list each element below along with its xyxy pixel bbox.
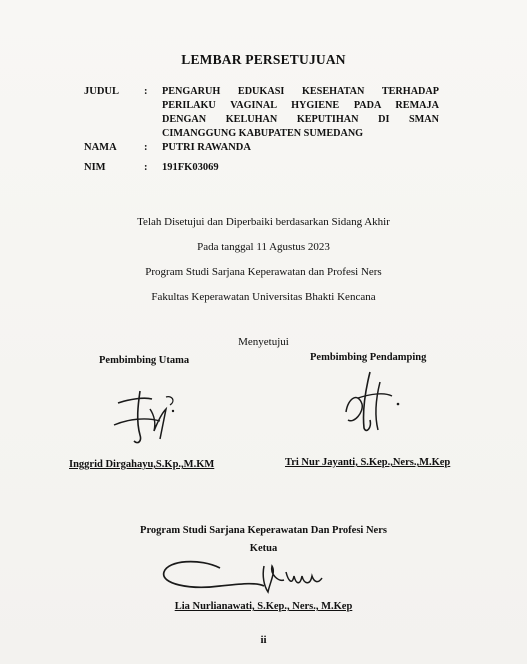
pembimbing-utama-label: Pembimbing Utama — [99, 355, 190, 366]
approval-line-1: Telah Disetujui dan Diperbaiki berdasarkan Sidang Akhir — [137, 216, 390, 228]
judul-line-3: DENGAN KELUHAN KEPUTIHAN DI SMAN — [162, 114, 439, 125]
nama-label: NAMA — [84, 142, 117, 153]
approval-line-4: Fakultas Keperawatan Universitas Bhakti Kencana — [151, 291, 376, 303]
pembimbing-utama-name: Inggrid Dirgahayu,S.Kp.,M.KM — [69, 459, 215, 470]
judul-colon: : — [144, 86, 148, 97]
pembimbing-pendamping-label: Pembimbing Pendamping — [310, 352, 427, 363]
page-number: ii — [260, 634, 267, 646]
ketua-name: Lia Nurlianawati, S.Kep., Ners., M.Kep — [174, 601, 353, 612]
judul-line-4: CIMANGGUNG KABUPATEN SUMEDANG — [162, 128, 364, 139]
approval-line-2: Pada tanggal 11 Agustus 2023 — [197, 241, 330, 253]
judul-line-1: PENGARUH EDUKASI KESEHATAN TERHADAP — [162, 86, 439, 97]
nim-value: 191FK03069 — [162, 162, 219, 173]
nama-value: PUTRI RAWANDA — [162, 142, 251, 153]
judul-line-2: PERILAKU VAGINAL HYGIENE PADA REMAJA — [162, 100, 439, 111]
judul-label: JUDUL — [84, 86, 120, 97]
pembimbing-pendamping-name: Tri Nur Jayanti, S.Kep.,Ners.,M.Kep — [285, 457, 451, 468]
ketua-label: Ketua — [249, 543, 278, 554]
approval-line-3: Program Studi Sarjana Keperawatan dan Profesi Ners — [145, 266, 382, 278]
signature-pendamping — [340, 368, 410, 443]
signature-ketua — [160, 552, 335, 602]
signature-utama — [110, 385, 190, 455]
nama-colon: : — [144, 142, 148, 153]
menyetujui-label: Menyetujui — [238, 336, 289, 348]
nim-label: NIM — [84, 162, 106, 173]
document-title: LEMBAR PERSETUJUAN — [181, 52, 346, 67]
prodi-heading: Program Studi Sarjana Keperawatan Dan Profesi Ners — [140, 525, 387, 536]
nim-colon: : — [144, 162, 148, 173]
